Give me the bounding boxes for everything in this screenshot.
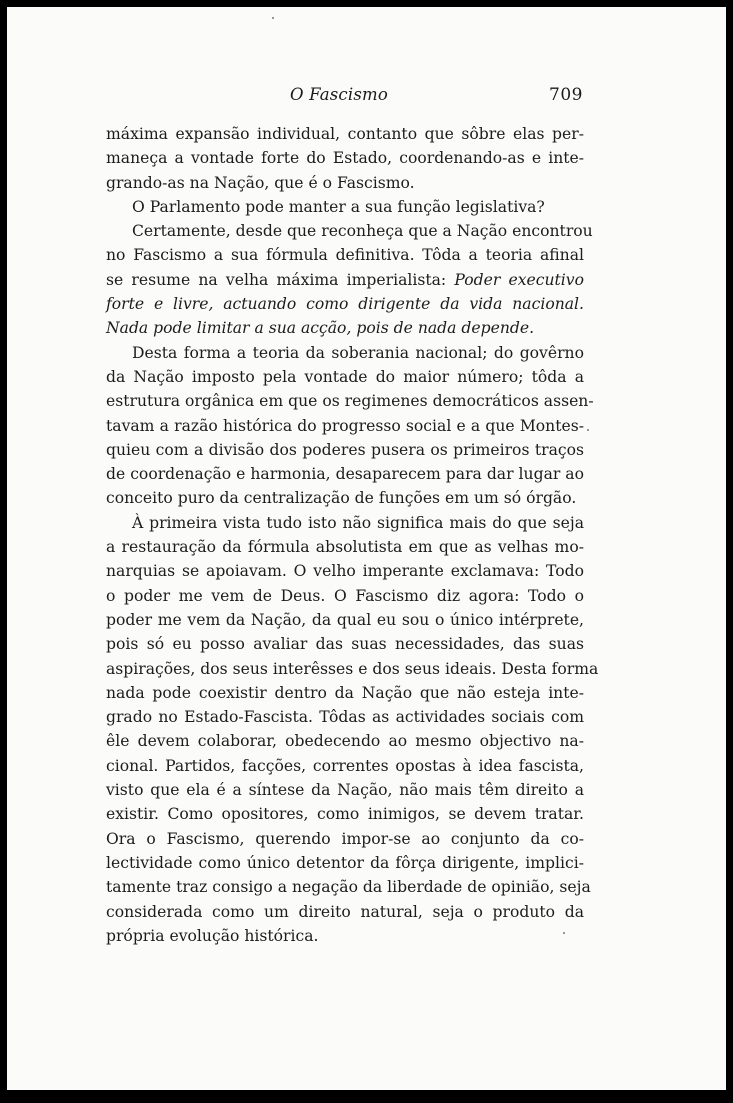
text-line: própria evolução histórica. [106, 926, 319, 945]
text-line: lectividade como único detentor da fôrça dirigente, implici- [106, 853, 584, 872]
text-line: o poder me vem de Deus. O Fascismo diz agora: Todo o [106, 586, 584, 605]
text-line: À primeira vista tudo isto não significa mais do que seja [132, 513, 584, 532]
page-number: 709 [549, 85, 583, 105]
text-line: êle devem colaborar, obedecendo ao mesmo objectivo na- [106, 732, 584, 751]
text-line: tamente traz consigo a negação da liberdade de opinião, seja [106, 878, 591, 897]
text-line: existir. Como opositores, como inimigos, se devem tratar. [106, 805, 584, 824]
text-line: nada pode coexistir dentro da Nação que não esteja inte- [106, 683, 584, 702]
text-line: visto que ela é a síntese da Nação, não mais têm direito a [106, 781, 584, 800]
text-line: maneça a vontade forte do Estado, coordenando-as e inte- [106, 149, 584, 168]
scan-speck [587, 429, 589, 431]
text-line: O Parlamento pode manter a sua função legislativa? [132, 197, 545, 216]
text-line: Nada pode limitar a sua acção, pois de nada depende. [106, 319, 535, 338]
text-line: narquias se apoiavam. O velho imperante exclamava: Todo [106, 562, 584, 581]
text-line: quieu com a divisão dos poderes pusera os primeiros traços [106, 440, 584, 459]
text-line: aspirações, dos seus interêsses e dos seus ideais. Desta forma [106, 659, 599, 678]
text-line: de coordenação e harmonia, desaparecem para dar lugar ao [106, 465, 584, 484]
text-line: no Fascismo a sua fórmula definitiva. Tôda a teoria afinal [106, 246, 584, 265]
text-line: tavam a razão histórica do progresso social e a que Montes- [106, 416, 584, 435]
text-line: poder me vem da Nação, da qual eu sou o único intérprete, [106, 610, 584, 629]
italic-phrase: Poder executivo [454, 270, 584, 289]
text-line: Ora o Fascismo, querendo impor-se ao conjunto da co- [106, 829, 584, 848]
text-line: da Nação imposto pela vontade do maior número; tôda a [106, 367, 584, 386]
page-header [7, 85, 726, 109]
scan-speck [563, 932, 565, 934]
text-line: considerada como um direito natural, seja o produto da [106, 902, 584, 921]
text-line: forte e livre, actuando como dirigente da vida nacional. [106, 295, 584, 314]
text-line: cional. Partidos, facções, correntes opostas à idea fascista, [106, 756, 584, 775]
text-line [106, 268, 584, 292]
text-line: estrutura orgânica em que os regimenes democráticos assen- [106, 392, 594, 411]
text-line: a restauração da fórmula absolutista em que as velhas mo- [106, 538, 584, 557]
text-line: grando-as na Nação, que é o Fascismo. [106, 173, 415, 192]
text-line: máxima expansão individual, contanto que sôbre elas per- [106, 125, 584, 143]
text-line: pois só eu posso avaliar das suas necessidades, das suas [106, 635, 584, 654]
scan-speck [272, 17, 274, 19]
body-text [106, 122, 599, 948]
text-line: grado no Estado-Fascista. Tôdas as actividades sociais com [106, 708, 584, 727]
text-line: conceito puro da centralização de funções em um só órgão. [106, 489, 577, 508]
text-line: Certamente, desde que reconheça que a Nação encontrou [132, 222, 593, 241]
text-segment: se resume na velha máxima imperialista: [106, 270, 447, 289]
running-title: O Fascismo [290, 85, 388, 104]
book-page [7, 7, 726, 1090]
text-line: Desta forma a teoria da soberania nacional; do govêrno [132, 343, 584, 362]
